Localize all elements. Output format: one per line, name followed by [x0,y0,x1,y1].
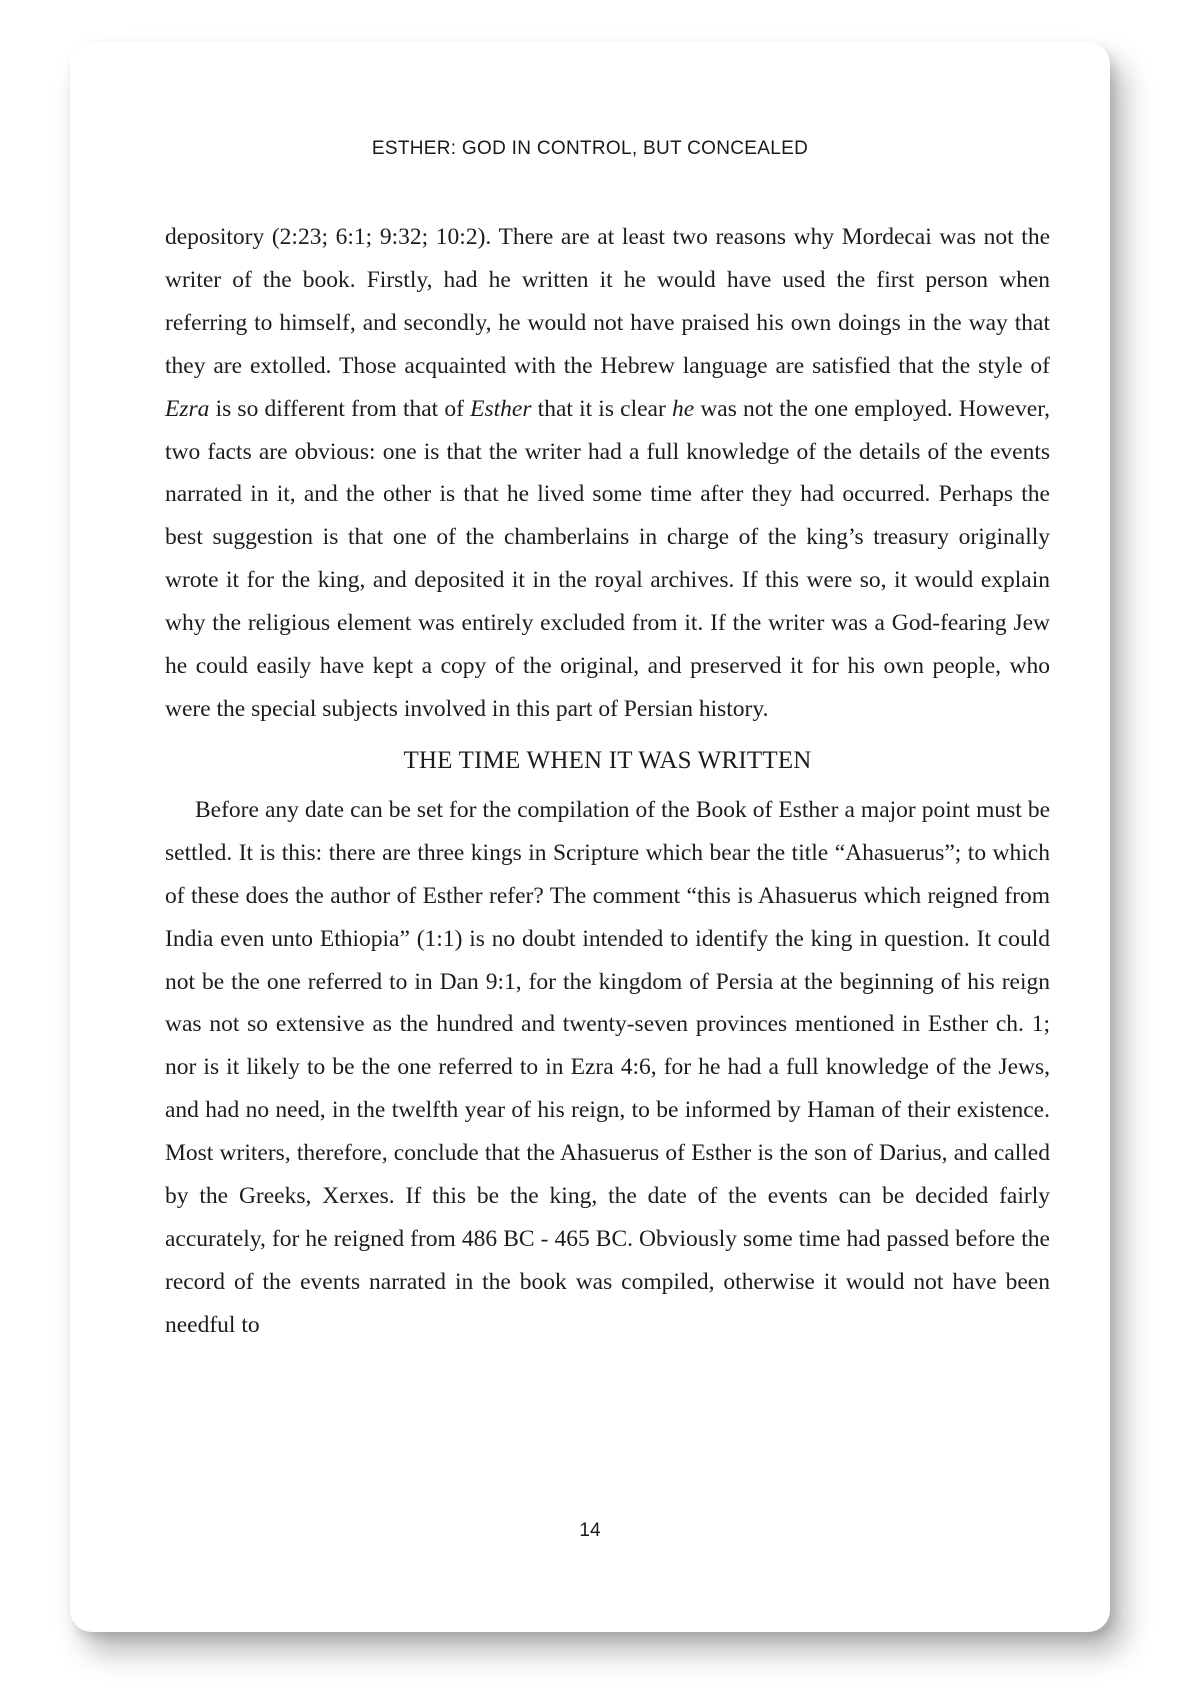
page-number: 14 [579,1520,601,1541]
paragraph-authorship [165,216,1050,731]
running-header: ESTHER: GOD IN CONTROL, BUT CONCEALED [371,138,809,159]
italic-pronoun-he: he [671,395,695,422]
paragraph-date: Before any date can be set for the compilation of the Book of Esther a major point must be settled. It is this: there are three kings in Scripture which bear the title “Ahasuerus”; to which of these does the author of Esther refer? The comment “this is Ahasuerus which reigned from India even unto Ethiopia” (1:1) is no doubt intended to identify the king in question. It could not be the one referred to in Dan 9:1, for the kingdom of Persia at the beginning of his reign was not so extensive as the hundred and twenty-seven provinces mentioned in Esther ch. 1; nor is it likely to be the one referred to in Ezra 4:6, for he had a full knowledge of the Jews, and had no need, in the twelfth year of his reign, to be informed by Haman of their existence. Most writers, therefore, conclude that the Ahasuerus of Esther is the son of Darius, and called by the Greeks, Xerxes. If this be the king, the date of the events can be decided fairly accurately, for he reigned from 486 BC - 465 BC. Obviously some time had passed before the record of the events narrated in the book was compiled, otherwise it would not have been needful to [165,796,1050,1338]
paragraph-text: that it is clear [531,395,672,422]
italic-book-ezra: Ezra [165,395,210,422]
paragraph-text: was not the one employed. However, two facts are obvious: one is that the writer had a full knowledge of the details of the events narrated in it, and the other is that he lived some time after they had occurred. Perhaps the best suggestion is that one of the chamberlains in charge of the king’s treasury originally wrote it for the king, and deposited it in the royal archives. If this were so, it would explain why the religious element was entirely excluded from it. If the writer was a God-fearing Jew he could easily have kept a copy of the original, and preserved it for his own people, who were the special subjects involved in this part of Persian history. [165,395,1050,722]
paragraph-text: depository (2:23; 6:1; 9:32; 10:2). There are at least two reasons why Mordecai was not the writer of the book. Firstly, had he written it he would have used the first person when referring to himself, and secondly, he would not have praised his own doings in the way that they are extolled. Those acquainted with the Hebrew language are satisfied that the style of [165,224,1050,379]
page-body [165,216,1050,1347]
section-heading: THE TIME WHEN IT WAS WRITTEN [403,746,812,774]
italic-book-esther: Esther [470,395,532,422]
paragraph-text: is so different from that of [209,395,471,422]
book-page [70,42,1110,1632]
